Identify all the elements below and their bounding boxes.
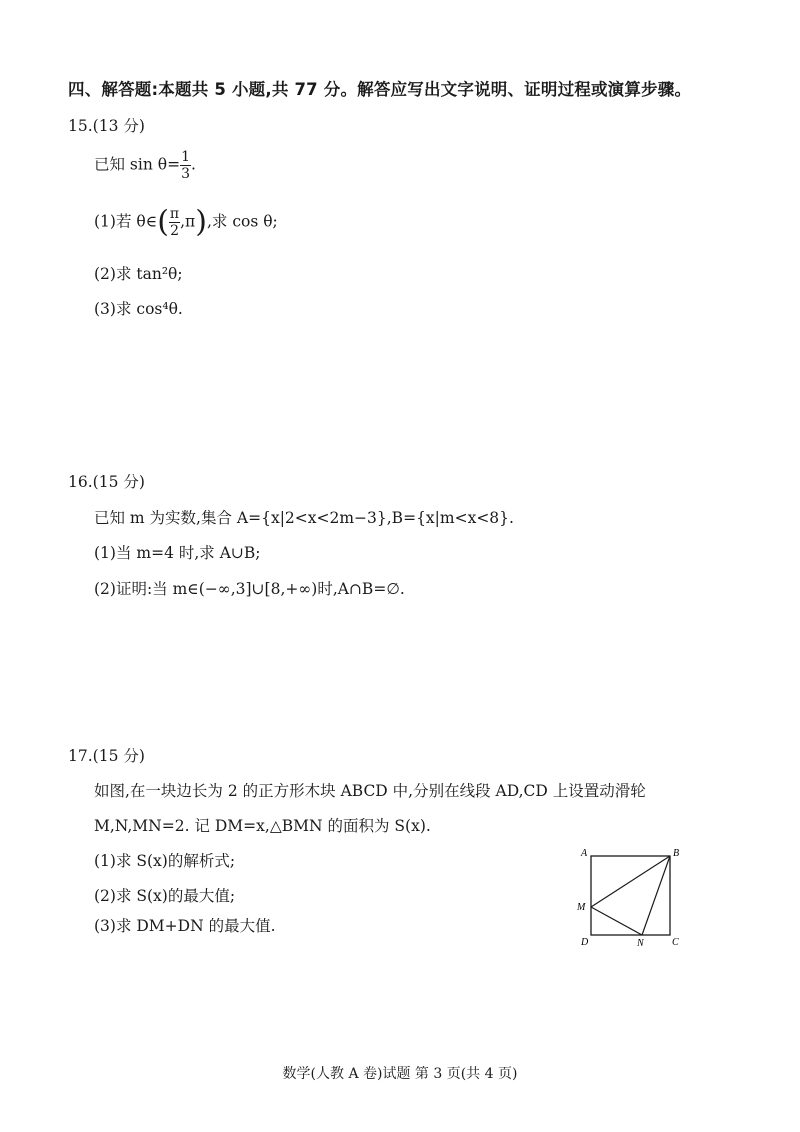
label-b: B [673, 848, 680, 859]
label-d: D [581, 937, 589, 948]
fraction-numerator: 1 [181, 149, 190, 165]
q17-score: (15 分) [92, 747, 145, 765]
segment-bn [642, 856, 670, 935]
q15-header [68, 114, 145, 136]
q17-number: 17. [68, 747, 93, 765]
q15-number: 15. [68, 117, 93, 135]
fraction-denominator: 3 [181, 166, 190, 182]
label-a: A [581, 848, 588, 859]
q16-part2: (2)证明:当 m∈(−∞,3]∪[8,+∞)时,A∩B=∅. [94, 580, 405, 598]
q15-part1-prefix: (1)若 θ∈ [94, 212, 158, 231]
q15-given-suffix: . [191, 155, 196, 174]
q15-given-text: 已知 sin θ= [94, 155, 181, 174]
q15-fraction [180, 150, 191, 181]
q17-header [68, 744, 145, 766]
fraction-denominator: 2 [170, 223, 179, 239]
q16-given: 已知 m 为实数,集合 A={x|2<x<2m−3},B={x|m<x<8}. [94, 509, 514, 527]
q16-number: 16. [68, 473, 93, 491]
q17-part1: (1)求 S(x)的解析式; [94, 852, 236, 870]
q17-square-figure [570, 840, 690, 952]
q15-part2: (2)求 tan²θ; [94, 265, 183, 283]
q15-score: (13 分) [92, 117, 145, 135]
q15-part1-suffix: ,求 cos θ; [206, 212, 278, 231]
q16-part1: (1)当 m=4 时,求 A∪B; [94, 544, 261, 562]
segment-bm [591, 856, 670, 907]
label-c: C [672, 937, 679, 948]
q15-pi-fraction [169, 207, 180, 238]
q17-text-line2: M,N,MN=2. 记 DM=x,△BMN 的面积为 S(x). [94, 817, 431, 835]
q17-part2: (2)求 S(x)的最大值; [94, 887, 236, 905]
close-paren: ) [195, 204, 207, 240]
label-n: N [637, 938, 644, 949]
label-m: M [577, 902, 586, 913]
section-header: 四、解答题:本题共 5 小题,共 77 分。解答应写出文字说明、证明过程或演算步骤。 [68, 80, 692, 99]
square-abcd [591, 856, 670, 935]
open-paren: ( [157, 204, 169, 240]
q17-text-line1: 如图,在一块边长为 2 的正方形木块 ABCD 中,分别在线段 AD,CD 上设置动滑轮 [94, 782, 646, 800]
q16-header [68, 470, 145, 492]
q15-part1-tail: ,π [180, 212, 196, 231]
q16-score: (15 分) [92, 473, 145, 491]
q15-given [94, 150, 196, 181]
q17-part3: (3)求 DM+DN 的最大值. [94, 917, 276, 935]
segment-mn [591, 907, 642, 935]
fraction-numerator: π [169, 206, 180, 222]
q15-part3: (3)求 cos⁴θ. [94, 300, 183, 318]
q15-part1 [94, 204, 278, 240]
page-footer: 数学(人教 A 卷)试题 第 3 页(共 4 页) [282, 1066, 518, 1082]
